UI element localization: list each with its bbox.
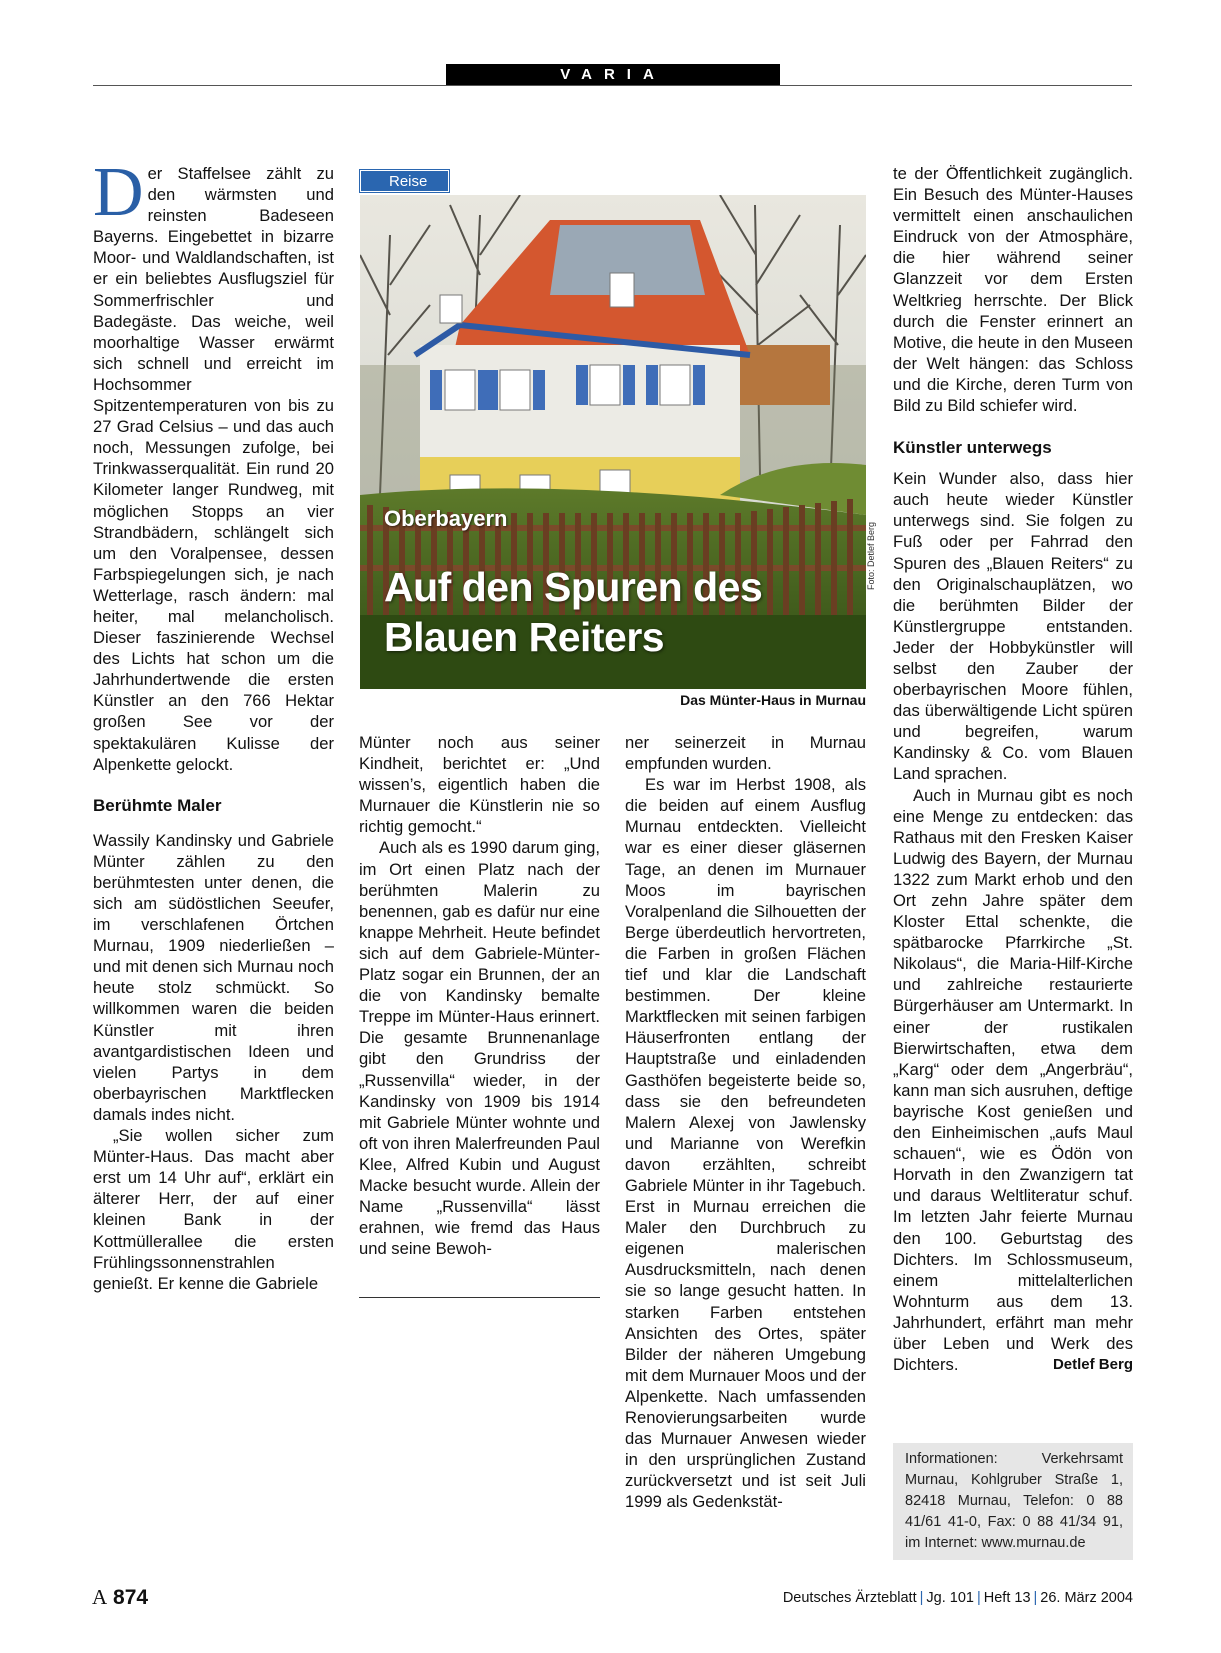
page-number: A 874	[92, 1585, 149, 1609]
header-rule	[93, 85, 1132, 86]
paragraph: ner seinerzeit in Murnau empfunden wurden.	[625, 733, 866, 774]
headline	[384, 562, 854, 662]
author: Detlef Berg	[1052, 1356, 1133, 1374]
kicker: Oberbayern	[384, 506, 508, 531]
headline-line-2: Blauen Reiters	[384, 614, 665, 660]
volume: Jg. 101	[926, 1590, 974, 1606]
paragraph: Kein Wunder also, dass hier auch heute wieder Künstler unterwegs sind. Sie folgen zu Fuß oder per Fahrrad den Spuren des „Blauen Reiters“ zu den Originalschauplätzen, wo die berühmten Bilder der Künstlergruppe entstanden. Jeder der Hobbykünstler will selbst den Zauber der oberbayrischen Moore fühlen, das überwältigende Licht spüren und begreifen, warum Kandinsky & Co. vom Blauen Land sprachen.	[893, 469, 1133, 784]
paragraph: Münter noch aus seiner Kindheit, berichtet er: „Und wissen’s, eigentlich haben die Murnauer die Künstlerin nie so richtig gemocht.“	[359, 733, 600, 837]
article-column-2	[359, 732, 600, 1259]
journal-name: Deutsches Ärzteblatt	[782, 1590, 917, 1606]
dropcap: D	[93, 154, 144, 231]
journal-footer: Deutsches Ärzteblatt | Jg. 101 | Heft 13 | 26. März 2004	[782, 1590, 1133, 1606]
issue: Heft 13	[983, 1590, 1031, 1606]
article-column-3	[625, 732, 866, 1512]
section-label: VARIA	[446, 64, 780, 86]
paragraph: „Sie wollen sicher zum Münter-Haus. Das macht aber erst um 14 Uhr auf“, erklärt ein älterer Herr, der auf einer kleinen Bank in der Kottmüllerallee die ersten Frühlingssonnenstrahlen genießt. Er kenne die Gabriele	[93, 1126, 334, 1293]
paragraph: te der Öffentlichkeit zugänglich. Ein Besuch des Münter-Hauses vermittelt einen anschaulichen Eindruck von der Atmosphäre, die hier während seiner Glanzzeit vor dem Ersten Weltkrieg herrschte. Der Blick durch die Fenster erinnert an Motive, die heute in den Museen der Welt hängen: das Schloss und die Kirche, deren Turm von Bild zu Bild schiefer wird.	[893, 164, 1133, 416]
subheading-artists-on-the-road: Künstler unterwegs	[893, 438, 1052, 458]
subheading-famous-painters: Berühmte Maler	[93, 795, 222, 815]
column-rule	[359, 1297, 600, 1298]
article-column-4	[893, 163, 1133, 1375]
category-tag: Reise	[360, 170, 449, 192]
paragraph: Es war im Herbst 1908, als die beiden auf einem Ausflug Murnau entdeckten. Vielleicht war es einer dieser gläsernen Tage, an denen im Murnauer Moos im bayrischen Voralpenland die Silhouetten der Berge überdeutlich hervortreten, die Farben in großen Flächen tief und klar die Landschaft bestimmen. Der kleine Marktflecken mit seinen farbigen Häuserfronten entlang der Hauptstraße und einladenden Gasthöfen begeisterte beide so, dass sie den befreundeten Malern Alexej von Jawlensky und Marianne von Werefkin davon erzählten, schreibt Gabriele Münter in ihr Tagebuch. Erst in Murnau erreichen die Maler den Durchbruch zu eigenen malerischen Ausdrucksmitteln, nach denen sie so lange gesucht hatten. In starken Farben entstehen Ansichten des Ortes, später Bilder der näheren Umgebung mit dem Murnauer Moos und der Alpenkette. Nach umfassenden Renovierungsarbeiten wurde das Murnauer Anwesen wieder in den ursprünglichen Zustand zurückversetzt und ist seit Juli 1999 als Gedenkstät-	[625, 775, 866, 1512]
photo-credit: Foto: Detlef Berg	[866, 521, 876, 590]
photo-caption: Das Münter-Haus in Murnau	[680, 692, 866, 708]
intro-paragraph: Der Staffelsee zählt zu den wärmsten und reinsten Badeseen Bayerns. Eingebettet in bizarre Moor- und Waldlandschaften, ist er ein beliebtes Ausflugsziel für Sommerfrischler und Badegäste. Das weiche, weil moorhaltige Wasser erwärmt sich schnell und erreicht im Hochsommer Spitzentemperaturen von bis zu 27 Grad Celsius – und das auch noch, Messungen zufolge, bei Trinkwasserqualität. Ein rund 20 Kilometer langer Rundweg, mit möglichen Stopps an vier Strandbädern, schlängelt sich um den Voralpensee, dessen Farbspiegelungen sich, je nach Wetterlage, rasch ändern: mal heiter, mal melancholisch. Dieser faszinierende Wechsel des Lichts hat schon um die Jahrhundertwende die ersten Künstler an den 766 Hektar großen See vor der spektakulären Kulisse der Alpenkette gelockt.	[93, 154, 334, 774]
paragraph: Wassily Kandinsky und Gabriele Münter zählen zu den berühmtesten unter denen, die sich am südöstlichen Seeufer, im verschlafenen Örtchen Murnau, 1909 niederließen – und mit denen sich Murnau noch heute stolz schmückt. So willkommen waren die beiden Künstler mit ihren avantgardistischen Ideen und vielen Partys in dem oberbayrischen Marktflecken damals indes nicht.	[93, 830, 334, 1124]
paragraph: Auch in Murnau gibt es noch eine Menge zu entdecken: das Rathaus mit den Fresken Kaiser Ludwig des Bayern, der Murnau 1322 zum Markt erhob und den Ort zehn Jahre später dem Kloster Ettal schenkte, die spätbarocke Pfarrkirche „St. Nikolaus“, die Maria-Hilf-Kirche und zahlreiche restaurierte Bürgerhäuser am Untermarkt. In einer der rustikalen Bierwirtschaften, etwa dem „Karg“ oder dem „Angerbräu“, kann man sich ausruhen, deftige bayrische Kost genießen und den Einheimischen „aufs Maul schauen“, wie es Ödön von Horvath in den Zwanzigern tat und daraus Weltliteratur schuf. Im letzten Jahr feierte Murnau den 100. Geburtstag des Dichters. Im Schlossmuseum, einem mittelalterlichen Wohnturm aus dem 13. Jahrhundert, erfährt man mehr über Leben und Werk des Dichters. Detlef Berg	[893, 785, 1133, 1375]
article-column-1	[93, 154, 334, 1294]
info-box: Informationen: Verkehrsamt Murnau, Kohlgruber Straße 1, 82418 Murnau, Telefon: 0 88 41/61 41-0, Fax: 0 88 41/34 91, im Internet: www.murnau.de	[893, 1443, 1133, 1560]
paragraph: Auch als es 1990 darum ging, im Ort einen Platz nach der berühmten Malerin zu benennen, gab es dafür nur eine knappe Mehrheit. Heute befindet sich auf dem Gabriele-Münter-Platz sogar ein Brunnen, der an die von Kandinsky bemalte Treppe im Münter-Haus erinnert. Die gesamte Brunnenanlage gibt den Grundriss der „Russenvilla“ wieder, in der Kandinsky von 1909 bis 1914 mit Gabriele Münter wohnte und oft von ihren Malerfreunden Paul Klee, Alfred Kubin und August Macke besucht wurde. Allein der Name „Russenvilla“ lässt erahnen, wie fremd das Haus und seine Bewoh-	[359, 838, 600, 1259]
issue-date: 26. März 2004	[1040, 1590, 1133, 1606]
headline-line-1: Auf den Spuren des	[384, 564, 763, 610]
